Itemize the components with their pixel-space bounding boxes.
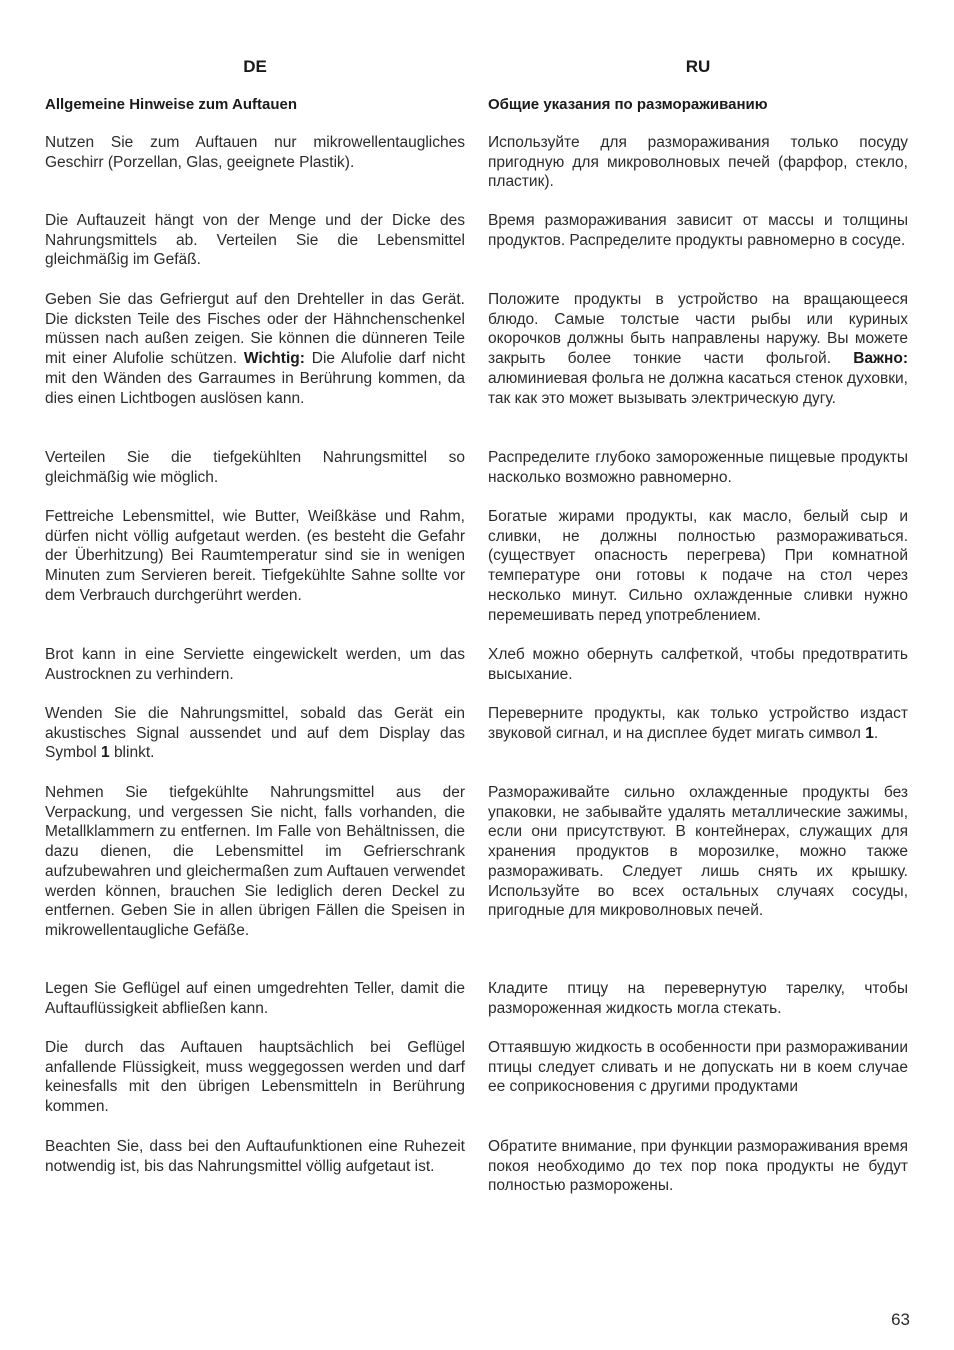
language-label-ru: RU <box>685 57 711 76</box>
paragraph-de-3-warning: Die Alufolie darf nicht mit den Wänden des Garraumes in Berührung kommen, da dies einen Lichtbogen auslösen kann. <box>45 350 466 407</box>
paragraph-ru-1: Используйте для размораживания только посуду пригодную для микроволновых печей (фарфор, стекло, пластик). <box>488 134 908 191</box>
paragraph-ru-5: Богатые жирами продукты, как масло, белый сыр и сливки, не должны полностью размораживаться. (существует опасность перегрева) При комнатной температуре они готовы к подаче на стол через несколько минут. Сильно охлажденные сливки нужно перемешивать перед употреблением. <box>488 508 908 624</box>
section-heading-de: Allgemeine Hinweise zum Auftauen <box>45 96 297 113</box>
paragraph-ru-6: Хлеб можно обернуть салфеткой, чтобы предотвратить высыхание. <box>488 646 908 683</box>
paragraph-de-4: Verteilen Sie die tiefgekühlten Nahrungsmittel so gleichmäßig wie möglich. <box>45 449 465 486</box>
paragraph-de-6: Brot kann in eine Serviette eingewickelt werden, um das Austrocknen zu verhindern. <box>45 646 465 683</box>
paragraph-ru-7-end: . <box>873 724 879 742</box>
language-label-de: DE <box>243 57 267 76</box>
paragraph-ru-7 <box>488 704 908 743</box>
display-symbol-de: 1 <box>101 744 110 762</box>
paragraph-ru-3 <box>488 290 908 408</box>
important-label-de: Wichtig: <box>243 350 305 368</box>
paragraph-de-3 <box>45 290 465 408</box>
paragraph-ru-7-text: Переверните продукты, как только устройство издаст звуковой сигнал, и на дисплее будет мигать символ <box>488 705 908 742</box>
page-number: 63 <box>891 1310 910 1329</box>
paragraph-ru-8: Размораживайте сильно охлажденные продукты без упаковки, не забывайте удалять металлические зажимы, если они присутствуют. В контейнерах, служащих для хранения продуктов в морозилке, можно также размораживать. Следует лишь снять их крышку. Используйте во всех остальных случаях сосуды, пригодные для микроволновых печей. <box>488 784 908 920</box>
paragraph-de-3-text: Geben Sie das Gefriergut auf den Drehteller in das Gerät. Die dicksten Teile des Fisches oder der Hähnchenschenkel müssen nach außen zeigen. Sie können die dünneren Teile mit einer Alufolie schützen. <box>45 291 465 368</box>
paragraph-ru-4: Распределите глубоко замороженные пищевые продукты насколько возможно равномерно. <box>488 449 908 486</box>
paragraph-ru-3-text: Положите продукты в устройство на вращающееся блюдо. Самые толстые части рыбы или куриных окорочков должны быть направлены наружу. Вы можете закрыть более тонкие части фольгой. <box>488 291 908 368</box>
paragraph-ru-3-warning: алюминиевая фольга не должна касаться стенок духовки, так как это может вызывать электрическую дугу. <box>488 369 908 407</box>
paragraph-de-5: Fettreiche Lebensmittel, wie Butter, Weißkäse und Rahm, dürfen nicht völlig aufgetaut werden. (es besteht die Gefahr der Überhitzung) Bei Raumtemperatur sind sie in wenigen Minuten zum Servieren bereit. Tiefgekühlte Sahne sollte vor dem Verbrauch durchgerührt werden. <box>45 508 465 604</box>
paragraph-de-7-end: blinkt. <box>113 744 155 762</box>
paragraph-de-10: Die durch das Auftauen hauptsächlich bei Geflügel anfallende Flüssigkeit, muss weggegossen werden und darf keinesfalls mit den übrigen Lebensmitteln in Berührung kommen. <box>45 1039 465 1116</box>
display-symbol-ru: 1 <box>865 724 874 742</box>
paragraph-de-7 <box>45 704 465 763</box>
section-heading-ru: Общие указания по размораживанию <box>488 96 768 113</box>
paragraph-de-1: Nutzen Sie zum Auftauen nur mikrowellentaugliches Geschirr (Porzellan, Glas, geeignete Plastik). <box>45 134 465 171</box>
paragraph-ru-2: Время размораживания зависит от массы и толщины продуктов. Распределите продукты равномерно в сосуде. <box>488 212 908 249</box>
paragraph-de-8: Nehmen Sie tiefgekühlte Nahrungsmittel aus der Verpackung, und vergessen Sie nicht, falls vorhanden, die Metallklammern zu entfernen. Im Falle von Behältnissen, die dazu dienen, die Lebensmittel im Gefrierschrank aufzubewahren und gleichermaßen zum Auftauen verwendet werden können, brauchen Sie lediglich deren Deckel zu entfernen. Geben Sie in allen übrigen Fällen die Speisen in mikrowellentaugliche Gefäße. <box>45 784 465 939</box>
paragraph-ru-10: Оттаявшую жидкость в особенности при размораживании птицы следует сливать и не допускать ни в коем случае ее соприкосновения с другими продуктами <box>488 1039 908 1096</box>
paragraph-de-11: Beachten Sie, dass bei den Auftaufunktionen eine Ruhezeit notwendig ist, bis das Nahrungsmittel völlig aufgetaut ist. <box>45 1138 465 1175</box>
paragraph-de-9: Legen Sie Geflügel auf einen umgedrehten Teller, damit die Auftauflüssigkeit abfließen kann. <box>45 980 465 1017</box>
paragraph-de-7-text: Wenden Sie die Nahrungsmittel, sobald das Gerät ein akustisches Signal aussendet und auf dem Display das Symbol <box>45 705 465 762</box>
paragraph-ru-11: Обратите внимание, при функции размораживания время покоя необходимо до тех пор пока продукты не будут полностью разморожены. <box>488 1138 908 1195</box>
important-label-ru: Важно: <box>853 350 909 368</box>
paragraph-ru-9: Кладите птицу на перевернутую тарелку, чтобы размороженная жидкость могла стекать. <box>488 980 908 1017</box>
paragraph-de-2: Die Auftauzeit hängt von der Menge und der Dicke des Nahrungsmittels ab. Verteilen Sie die Lebensmittel gleichmäßig im Gefäß. <box>45 212 465 269</box>
